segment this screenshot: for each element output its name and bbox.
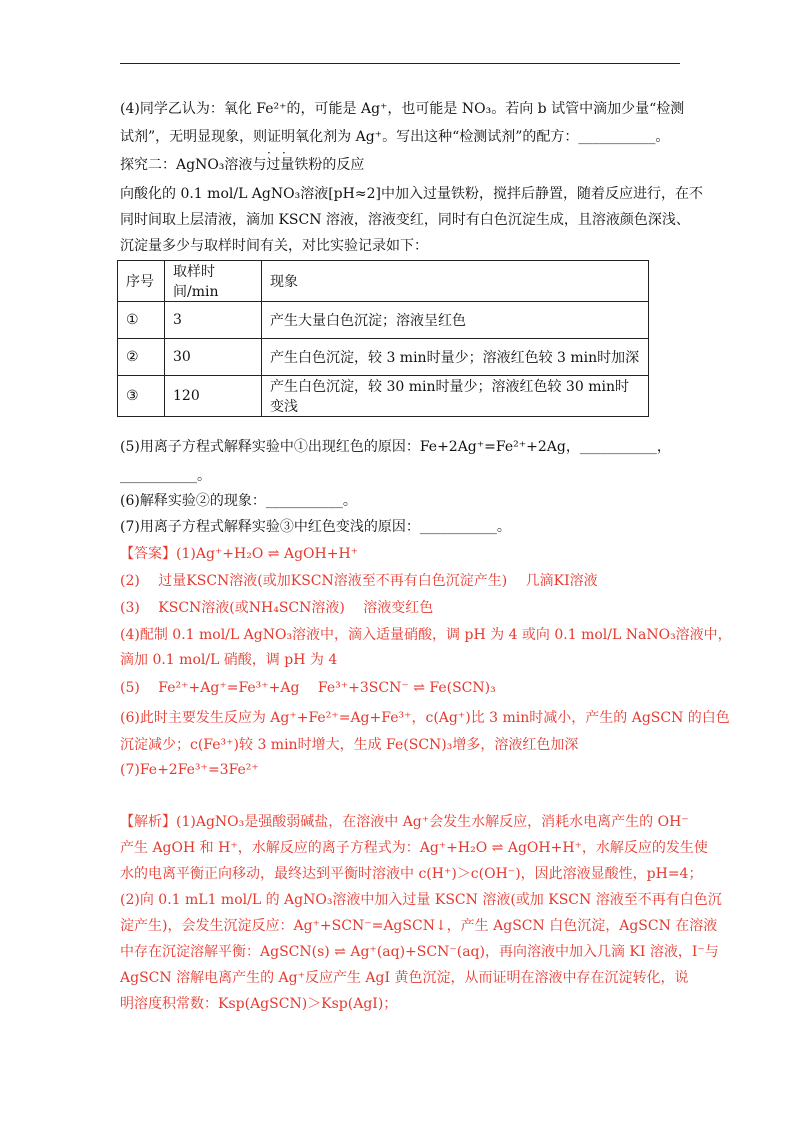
table-cell: 产生白色沉淀，较 3 min时量少；溶液红色较 3 min时加深: [262, 339, 649, 376]
analysis-line-8: 明溶度积常数：Ksp(AgSCN)＞Ksp(AgI)；: [120, 996, 398, 1012]
table-row: [118, 376, 649, 417]
table-cell: 30: [165, 339, 262, 376]
table-row: [118, 302, 649, 339]
analysis-line-2: 产生 AgOH 和 H⁺，水解反应的离子方程式为：Ag⁺+H₂O ⇌ AgOH+H⁺，水解反应的发生使: [120, 840, 708, 856]
experiment-table: [117, 260, 649, 417]
table-cell: ②: [118, 339, 165, 376]
table-header: 取样时间/min: [165, 261, 262, 302]
analysis-line-4: (2)向 0.1 mL1 mol/L 的 AgNO₃溶液中加入过量 KSCN 溶液(或加 KSCN 溶液至不再有白色沉: [120, 892, 722, 908]
q4-line-2: 试剂”，无明显现象，则证明氧化剂为 Ag⁺。写出这种“检测试剂”的配方：___________。: [120, 129, 670, 145]
table-cell: 120: [165, 376, 262, 417]
table-cell: 3: [165, 302, 262, 339]
answer-2: (2) 过量KSCN溶液(或加KSCN溶液至不再有白色沉淀产生) 几滴KI溶液: [120, 573, 598, 589]
q7: (7)用离子方程式解释实验③中红色变浅的原因：___________。: [120, 519, 511, 535]
explore2-para-1: 向酸化的 0.1 mol/L AgNO₃溶液[pH≈2]中加入过量铁粉，搅拌后静置，随着反应进行，在不: [120, 186, 703, 202]
explore2-para-2: 同时间取上层清液，滴加 KSCN 溶液，溶液变红，同时有白色沉淀生成，且溶液颜色深浅、: [120, 212, 690, 228]
analysis-line-7: AgSCN 溶解电离产生的 Ag⁺反应产生 AgI 黄色沉淀，从而证明在溶液中存在沉淀转化，说: [120, 970, 689, 986]
emphasis-dot: ·: [282, 146, 286, 160]
answer-6-line-1: (6)此时主要发生反应为 Ag⁺+Fe²⁺=Ag+Fe³⁺，c(Ag⁺)比 3 min时减小，产生的 AgSCN 的白色: [120, 710, 730, 726]
analysis-line-3: 水的电离平衡正向移动，最终达到平衡时溶液中 c(H⁺)＞c(OH⁻)，因此溶液显酸性，pH=4；: [120, 866, 703, 882]
header-rule: [120, 63, 680, 64]
q6: (6)解释实验②的现象：___________。: [120, 493, 357, 509]
table-header-row: [118, 261, 649, 302]
answer-7: (7)Fe+2Fe³⁺=3Fe²⁺: [120, 762, 259, 778]
analysis-line-5: 淀产生)，会发生沉淀反应：Ag⁺+SCN⁻=AgSCN↓，产生 AgSCN 白色沉淀，AgSCN 在溶液: [120, 918, 718, 934]
table-header: 现象: [262, 261, 649, 302]
answer-6-line-2: 沉淀减少；c(Fe³⁺)较 3 min时增大，生成 Fe(SCN)₃增多，溶液红色加深: [120, 737, 579, 753]
table-header: 序号: [118, 261, 165, 302]
answer-3: (3) KSCN溶液(或NH₄SCN溶液) 溶液变红色: [120, 600, 434, 616]
answer-1: 【答案】(1)Ag⁺+H₂O ⇌ AgOH+H⁺: [120, 546, 359, 562]
q5-line-1: (5)用离子方程式解释实验中①出现红色的原因：Fe+2Ag⁺=Fe²⁺+2Ag，___________，: [120, 439, 671, 455]
answer-4-line-1: (4)配制 0.1 mol/L AgNO₃溶液中，滴入适量硝酸，调 pH 为 4 或向 0.1 mol/L NaNO₃溶液中，: [120, 627, 732, 643]
analysis-line-6: 中存在沉淀溶解平衡：AgSCN(s) ⇌ Ag⁺(aq)+SCN⁻(aq)，再向溶液中加入几滴 KI 溶液，I⁻与: [120, 944, 719, 960]
table-cell: ③: [118, 376, 165, 417]
table-cell: ①: [118, 302, 165, 339]
table-cell: 产生白色沉淀，较 30 min时量少；溶液红色较 30 min时变浅: [262, 376, 649, 417]
explore2-para-3: 沉淀量多少与取样时间有关，对比实验记录如下：: [120, 238, 428, 254]
emphasis-dot: ·: [267, 146, 271, 160]
table-cell: 产生大量白色沉淀；溶液呈红色: [262, 302, 649, 339]
q4-line-1: (4)同学乙认为：氧化 Fe²⁺的，可能是 Ag⁺，也可能是 NO₃。若向 b 试管中滴加少量“检测: [120, 101, 685, 117]
answer-4-line-2: 滴加 0.1 mol/L 硝酸，调 pH 为 4: [120, 652, 338, 668]
explore2-title: 探究二：AgNO₃溶液与过量铁粉的反应: [120, 157, 365, 173]
answer-5: (5) Fe²⁺+Ag⁺=Fe³⁺+Ag Fe³⁺+3SCN⁻ ⇌ Fe(SCN)₃: [120, 680, 496, 696]
q5-line-2: ___________。: [120, 468, 211, 484]
analysis-line-1: 【解析】(1)AgNO₃是强酸弱碱盐，在溶液中 Ag⁺会发生水解反应，消耗水电离产生的 OH⁻: [120, 814, 689, 830]
table-row: [118, 339, 649, 376]
